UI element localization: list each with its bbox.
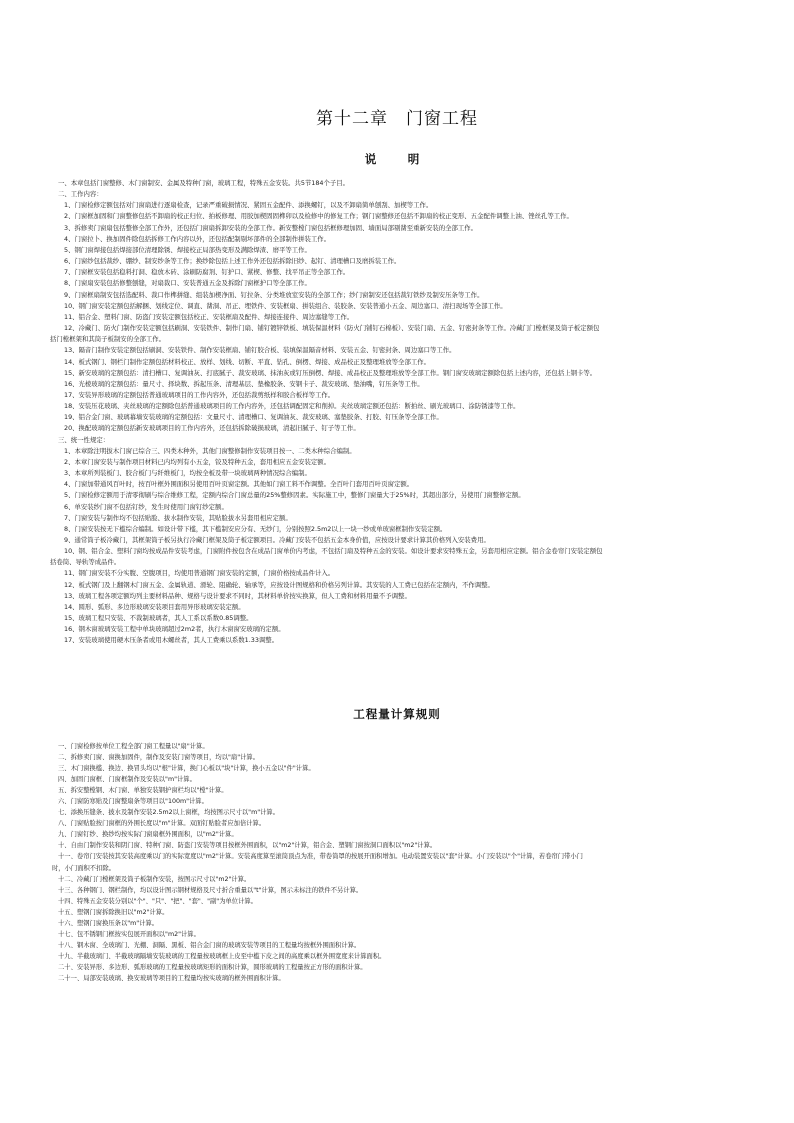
explanation-line: 12、板式钢门及上翻钢木门窗五金、金属轨道、滑轮、阻确轮、轴承等，应按设计图规格和价格另列计算。其安装的人工费已包括在定额内，不作调整。 [64, 580, 494, 589]
explanation-line: 1、门窗检修定额包括对门窗扇进行逐扇检查，记录严重破损情况、紧固五金配件、添换螺钉，以及不卸扇简单刨刮、加楔等工作。 [64, 201, 433, 210]
rule-line: 六、门窗防寒贴及门窗整扇条等项目以"100m"计算。 [58, 798, 208, 806]
explanation-line: 11、铝合金、塑料门窗、防盗门安装定额包括校正、安装框扇及配件、焊接连接件、周边塞缝等工作。 [64, 312, 354, 321]
explanation-line: 3、本章所列装板门、胶合板门与纤维板门，均按全板及带一块玻璃两种情况综合编制。 [64, 469, 311, 478]
rule-line: 十、自由门制作安装和阴门窗、特种门窗、防盗门安装等项目按框外围面积，以"m2"计算，铝合金、塑钢门窗按洞口面积以"m2"计算。 [58, 842, 437, 850]
explanation-line: 二、工作内容： [58, 190, 103, 199]
explanation-line: 16、光棱玻璃的定额包括：量尺寸、择块数、拆起压条、清理基层、垫橡胶条、安钢卡子、裁安玻璃、垫油嘴，钉压条等工作。 [64, 379, 424, 388]
rule-line: 十三、各种钢门、钢栏制作，均以设计图示钢材规格及尺寸折合重量以"t"计算，图示未标注的铁件不另计算。 [58, 886, 363, 894]
explanation-line: 6、门窗纱包括裁纱、绷纱、制安纱条等工作；换纱除包括上述工作外还包括拆除旧纱、起钉、清理槽口及磨拆装工作。 [64, 257, 401, 266]
rule-line: 十八、钢木窗、全玻璃门、光棚、洞隔、黑板、铝合金门窗的玻璃安装等项目的工程量均按框外围面积计算。 [58, 941, 361, 949]
rule-line: 一、门窗检修按单位工程全部门窗工程量以"扇"计算。 [58, 743, 209, 750]
explanation-line: 2、门窗框加固和门窗整修包括不卸扇的校正归位、拍板修理、用胶加楔固固榫卯以及检修中的修复工作；钢门窗整修还包括不卸扇的校正变形、五金配件调整上油、锉丝孔等工作。 [64, 212, 573, 221]
rule-line: 时，小门面积不扣除。 [52, 864, 115, 872]
explanation-line: 20、换配玻璃的定额包括新安玻璃项目的工作内容外，还包括拆除破损玻璃，清起旧腻子、钉子等工作。 [64, 424, 360, 433]
explanation-line: 15、玻璃工程只安装、不裁制玻璃者，其人工系以系数0.85调整。 [64, 614, 253, 623]
rule-line: 十五、塑钢门窗拆除换旧以"m2"计算。 [58, 908, 169, 916]
explanation-line: 16、钢木窗玻璃安装工程中单块玻璃超过2m2者，执行木窗窗安玻璃的定额。 [64, 625, 285, 634]
explanation-line: 10、钢、铝合金、塑料门窗均按成品件安装考虑，门窗附件按包含在成品门窗单价内考虑，不包括门扇及特种五金的安装。如设计要求安特殊五金，另套用相应定额。铝合金卷帘门安装定额包 [64, 547, 603, 556]
rule-line: 十七、包不锈钢门框按实包展开面积以"m2"计算。 [58, 930, 200, 938]
explanation-line: 9、门窗框扇制安包括选配料、裁口作榫拼缝、组装加楔净面、钉拉条、分类堆放室安装的全部工作；纱门窗制安还包括裁钉铁纱及制安压条等工作。 [64, 290, 484, 299]
explanation-line: 3、拆修卖门窗扇包括整修全部工作外，还包括门窗扇拆卸安装的全部工作。新安整樘门窗包括框修理加固、墙面局部剔凿至重新安装的全部工作。 [64, 223, 478, 232]
rule-line: 五、拆安整樘钢、木门窗、单独安装钢护窗栏均以"樘"计算。 [58, 787, 228, 795]
rule-line: 四、加固门窗框、门窗框制作及安装以"m"计算。 [58, 776, 196, 784]
explanation-line: 13、玻璃工程各项定额均列主要材料品种、规格与设计要求不同时，其材料单价按实换算，但人工费和材料用量不予调整。 [64, 591, 411, 600]
chapter-title: 第十二章 门窗工程 [316, 109, 478, 129]
explanation-line: 三、统一性规定： [58, 435, 110, 444]
rule-line: 九、门窗钉纱、换纱均按实际门窗扇框外围面积，以"m2"计算。 [58, 831, 238, 839]
explanation-body [50, 178, 760, 647]
explanation-line: 14、板式钢门、钢栏门制作定额包括材料校正、放样、划线、切断、平直、钻孔、倒楞、焊接、成品校正及整理堆放等全部工作。 [64, 357, 431, 366]
explanation-heading: 说 明 [364, 152, 430, 166]
explanation-line: 17、安装异形玻璃的定额包括普通玻璃项目的工作内容外，还包括裁剪纸样和胶合板样等工作。 [64, 390, 335, 399]
explanation-line: 15、新安玻璃的定额包括：清扫槽口、复调油灰、打底腻子、裁安玻璃、抹油灰或钉压倒楞、焊接、成品校正及整理堆放等全部工作。钢门窗安玻璃定额除包括上述内容，还包括上钢卡等。 [64, 368, 597, 377]
explanation-line: 11、钢门窗安装不分实腹、空腹项目，均使用普通钢门窗安装的定额，门窗价格按成品件计入。 [64, 569, 335, 578]
rule-line: 三、木门窗换槛、换边、换冒头均以"根"计算，换门心板以"块"计算，换小五金以"件"计算。 [58, 765, 315, 773]
explanation-line: 5、钢门窗焊接包括焊接部位清理除锈、焊接校正局部热变形及满除焊渣、磨平等工作。 [64, 245, 311, 254]
rule-line: 十九、半截玻璃门、半截玻璃隔墙安装玻璃的工程量按玻璃框上皮至中槛下皮之间的高度乘以框外围宽度来计算面积。 [58, 952, 386, 960]
explanation-line: 19、铝合金门窗、玻璃幕墙安装玻璃的定额包括：文量尺寸、清理槽口、复调油灰、裁安玻璃、塞垫胶条、打胶、钉压条等全部工作。 [64, 413, 443, 422]
calculation-rules-heading: 工程量计算规则 [353, 707, 441, 721]
explanation-line: 14、圆形、弧形、多边形玻璃安装项目套用异形玻璃安装定额。 [64, 602, 245, 611]
explanation-line: 8、门窗扇安装包括修整刨缝，对扇裁口、安装普通五金及拆除门窗框护口等全部工作。 [64, 279, 311, 288]
explanation-line: 5、门窗检修定额用于清零彻刷与综合维修工程，定额内综合门窗总量的25%整修因素。实际施工中，整修门窗量大于25%时，其超出部分，另使用门窗整修定额。 [64, 491, 525, 500]
explanation-line: 18、安装压花玻璃、夹丝玻璃的定额除包括普通玻璃项目的工作内容外，还包括调配固定和削掉。夹丝玻璃定额还包括：断拍丝、刷光玻璃口、涂防锈漆等工作。 [64, 402, 520, 411]
explanation-line: 6、单安装纱门窗不包括钉纱，发生时使用门窗钉纱定额。 [64, 502, 228, 511]
explanation-line: 括卷筒、导轨等成品件。 [50, 558, 121, 567]
explanation-line: 2、本章门窗安装与制作项目材料已内均列有小五金，铰及特种五金，套用相应五金安装定额。 [64, 457, 331, 466]
explanation-line: 括门樘框架和其筒子板制安的全部工作。 [50, 335, 166, 344]
explanation-line: 1、本章除注明拔木门窗已综合三、四类木种外，其他门窗整修制作安装项目按一、二类木种综合编制。 [64, 446, 356, 455]
explanation-line: 13、隔音门制作安装定额包括刷洞、安装铁件、制作安装框扇、铺钉胶合板、装填保温隔音材料、安装五金、钉密封条、周边塞口等工作。 [64, 346, 456, 355]
explanation-line: 一、本章包括门窗整修、木门窗制安、金属及特种门窗，玻璃工程，特殊五金安装。共5节184个子目。 [58, 179, 350, 187]
explanation-line: 12、冷藏门、防火门制作安装定额包括刷洞、安装铁件、制作门扇、铺钉镀锌铁板、填装保温材料（防火门铺钉石棉板）、安装门扇、五金、钉密封条等工作。冷藏门门樘框架及筒子板定额包 [64, 324, 600, 333]
explanation-line: 17、安装玻璃使用硬木压条者或用木螺丝者，其人工费乘以系数1.33调整。 [64, 636, 279, 645]
calculation-rules-body [44, 741, 756, 984]
rule-line: 十二、冷藏门门樘框架及筒子板制作安装，按图示尺寸以"m2"计算。 [58, 875, 251, 883]
rule-line: 二十、安装异形、多边形、弧形玻璃的工程量按玻璃矩形的面积计算，圆形玻璃的工程量按正方形的面积计算。 [58, 963, 367, 971]
rule-line: 二十一、局部安装玻璃、换安玻璃等项目的工程量均按实玻璃的框外围面积计算。 [58, 974, 285, 982]
explanation-line: 8、门窗安装按无下槛综合编制。如设计带下槛，其下槛制安应分有、无纱门，分别按照2.5m2以上一块一纱或单玻窗框制作安装定额。 [64, 524, 447, 533]
explanation-line: 9、通常筒子板冷藏门，其框架筒子板另执行冷藏门框架及筒子板定额项目。冷藏门安装不包括五金本身价值，应按设计要求计算其价格列入安装费用。 [64, 536, 490, 544]
rule-line: 二、拆修卖门窗、窗换加固件，制作及安装门窗等项目，均以"扇"计算。 [58, 754, 259, 762]
explanation-line: 4、门窗加带通风百叶时，按百叶框外围面积另使用百叶页窗定额。其他如门窗工料不作调整。全百叶门套用百叶页窗定额。 [64, 480, 414, 489]
rule-line: 八、门窗贴脸按门窗框的外围长度以"m"计算。双面钉贴脸者应加倍计算。 [58, 820, 266, 828]
explanation-line: 7、门窗安装与制作均不包括贴脸、拔水制作安装，其贴脸拔水另套用相应定额。 [64, 513, 292, 522]
explanation-line: 10、钢门窗安装定额包括解捆、划线定位、调直、凿洞、吊正、埋铁件、安装框扇、拼装组合、装胶条、安装普通小五金、周边塞口、清扫现场等全部工作。 [64, 301, 507, 310]
explanation-line: 4、门窗拉卜、换加固件除包括拆修工作内容以外，还包括配制剔坏部件的全部制作拼装工作。 [64, 234, 331, 243]
explanation-line: 7、门窗框安装包括稳料打洞、稳放木砖、涂刷防腐剂、钉护口、紧楔、修整、找平吊正等全部工作。 [64, 268, 350, 277]
rule-line: 十四、特殊五金安装分别以"个"、"只"、"把"、"套"、"副"为单位计算。 [58, 897, 257, 905]
rule-line: 十六、塑钢门窗换压条以"m"计算。 [58, 919, 159, 927]
rule-line: 七、添换压缝条、披水及制作安装2.5m2以上窗框，均按图示尺寸以"m"计算。 [58, 809, 279, 817]
rule-line: 十一、卷帘门安装按其安装高度乘以门的实际宽度以"m2"计算。安装高度算至滚筒顶点为准，带卷筒罩的按展开面积增加。电动装置安装以"套"计算。小门安装以"个"计算，若卷帘门带小门 [58, 853, 583, 861]
